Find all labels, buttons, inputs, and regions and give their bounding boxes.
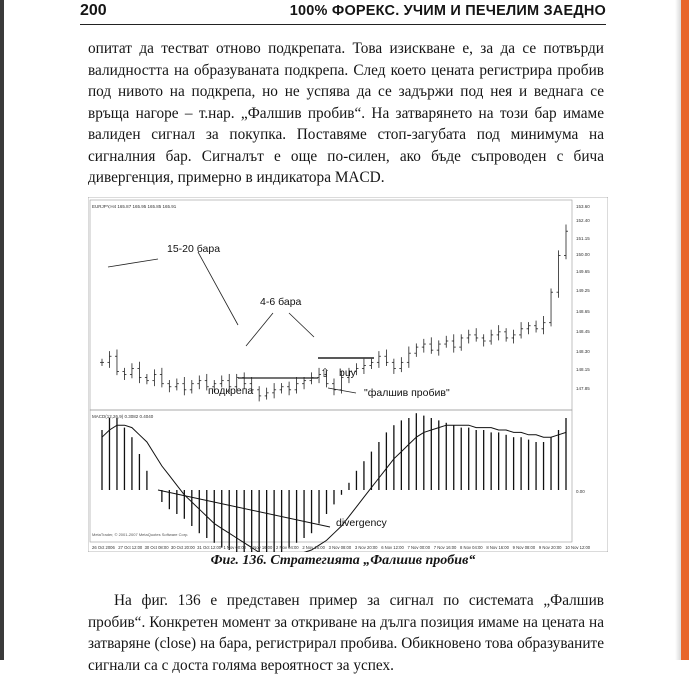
time-tick-label: 9 Nov 08:00 <box>512 545 536 550</box>
book-page <box>80 0 606 674</box>
time-tick-label: 8 Nov 16:00 <box>486 545 509 550</box>
running-header <box>80 2 606 25</box>
time-tick-label: 7 Nov 16:00 <box>433 545 457 550</box>
body-paragraph-1: опитат да тестват отново подкрепата. Това изискване е, за да се потвърди валидността на образуваната подкрепа. След което цената регистрира пробив под нивото на подкрепа, но не успява да се задържи под нея и веднага се връща нагоре – т.нар. „Фалшив пробив“. На затварянето на този бар имаме валиден сигнал за покупка. Поставяме стоп-загубата под минимума на сигналния бар. Сигналът е още по-силен, ако бъде съпроводен с бича дивергенция, примерно в индикатора MACD. <box>88 40 604 186</box>
figure-caption: Фиг. 136. Стратегията „Фалшив пробив“ <box>210 553 476 568</box>
time-tick-label: 1 Nov 00:00 <box>223 545 247 550</box>
price-tick-label: 148.30 <box>576 349 590 354</box>
false-breakout-label: "фалшив пробив" <box>364 387 450 399</box>
price-tick-label: 149.65 <box>576 269 590 274</box>
body-paragraph-2: На фиг. 136 е представен пример за сигнал по системата „Фалшив пробив“. Конкретен момент за откриване на дълга позиция имаме на цената на затваряне (close) на бара, регистрирал пробива. Обикновено това образуваните сигнали са с доста голяма вероятност за успех. <box>88 592 604 674</box>
time-tick-label: 1 Nov 16:00 <box>249 545 273 550</box>
macd-zero-label: 0.00 <box>576 489 585 494</box>
time-tick-label: 2 Nov 04:00 <box>276 545 299 550</box>
time-tick-label: 30 Oct 08:00 <box>144 545 169 550</box>
time-tick-label: 10 Nov 12:00 <box>565 545 591 550</box>
price-tick-label: 150.00 <box>576 252 590 257</box>
time-tick-label: 6 Nov 12:00 <box>381 545 404 550</box>
price-tick-label: 147.85 <box>576 386 590 391</box>
price-tick-label: 153.60 <box>576 204 590 209</box>
time-tick-label: 7 Nov 00:00 <box>407 545 431 550</box>
time-tick-label: 3 Nov 20:00 <box>354 545 378 550</box>
price-tick-label: 152.40 <box>576 218 590 223</box>
time-tick-label: 31 Oct 12:00 <box>197 545 222 550</box>
price-tick-label: 148.65 <box>576 309 590 314</box>
bars-15-20-label: 15-20 бара <box>167 243 221 255</box>
buy-arrow-icon: ⇧ <box>320 366 331 380</box>
macd-header: MACD(12,26,9) 0.3082 0.4040 <box>92 414 154 419</box>
time-tick-label: 3 Nov 08:00 <box>328 545 352 550</box>
bars-4-6-label: 4-6 бара <box>260 296 302 308</box>
metatrader-watermark: MetaTrader, © 2001-2007 MetaQuotes Software Corp. <box>92 532 189 537</box>
time-tick-label: 27 Oct 12:00 <box>118 545 143 550</box>
price-tick-label: 148.15 <box>576 367 590 372</box>
viewer-left-edge <box>0 0 4 660</box>
time-tick-label: 8 Nov 04:00 <box>460 545 483 550</box>
figure-136 <box>88 197 608 552</box>
time-tick-label: 9 Nov 20:00 <box>538 545 562 550</box>
viewer-scroll-edge[interactable] <box>681 0 689 660</box>
price-header: EURJPY,H4 165.87 165.95 165.85 165.91 <box>92 204 177 209</box>
buy-label: buy <box>339 367 356 379</box>
price-tick-label: 151.15 <box>576 236 590 241</box>
page-number: 200 <box>80 2 107 19</box>
price-tick-label: 149.25 <box>576 288 590 293</box>
divergency-label: divergency <box>336 517 387 529</box>
time-tick-label: 30 Oct 20:00 <box>170 545 195 550</box>
time-tick-label: 2 Nov 16:00 <box>302 545 325 550</box>
support-label: подкрепа <box>208 385 254 397</box>
time-axis <box>92 545 591 550</box>
price-tick-label: 148.45 <box>576 329 590 334</box>
book-title: 100% ФОРЕКС. УЧИМ И ПЕЧЕЛИМ ЗАЕДНО <box>289 3 606 19</box>
time-tick-label: 26 Oct 2006 <box>92 545 115 550</box>
